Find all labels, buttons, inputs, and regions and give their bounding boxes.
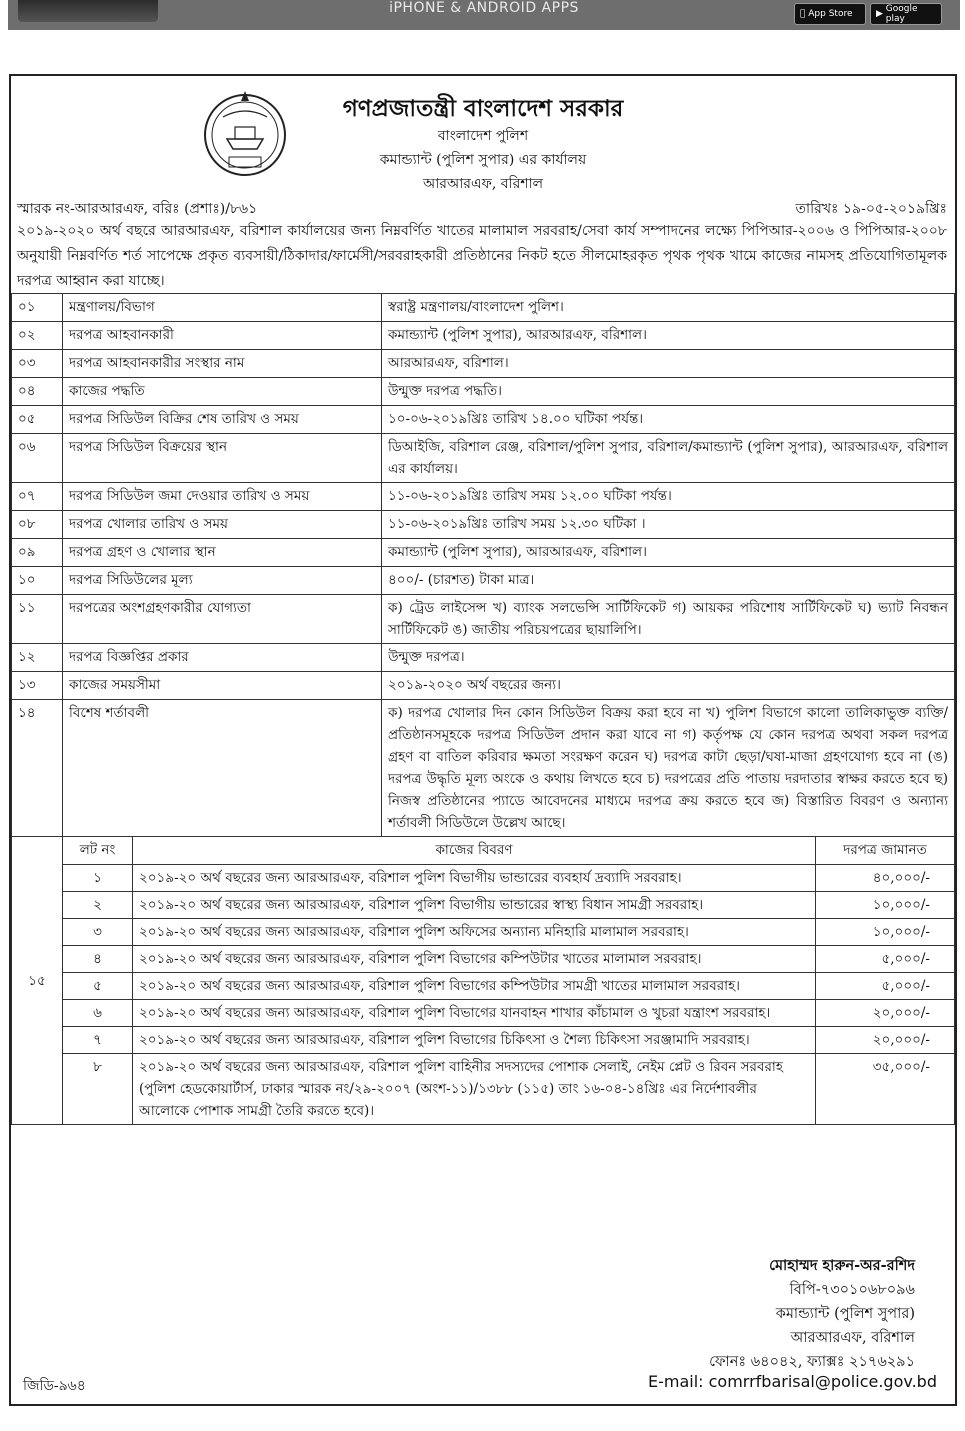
detail-row bbox=[12, 350, 955, 378]
app-store-badge[interactable] bbox=[794, 3, 866, 25]
row-number: ১৩ bbox=[12, 672, 63, 700]
google-play-badge[interactable] bbox=[870, 3, 942, 25]
row-value: ক) দরপত্র খোলার দিন কোন সিডিউল বিক্রয় করা হবে না খ) পুলিশ বিভাগে কালো তালিকাভুক্ত ব্যক্তি/প্রতিষ্ঠানসমূহকে দরপত্র সিডিউল প্রদান করা যাবে না গ) কর্তৃপক্ষ যে কোন দরপত্র অথবা সকল দরপত্র গ্রহণ বা বাতিল করিবার ক্ষমতা সংরক্ষণ করেন ঘ) দরপত্র কাটা ছেড়া/ঘষা-মাজা গ্রহণযোগ্য হবে না (ঙ) দরপত্র উদ্ধৃতি মূল্য অংকে ও কথায় লিখতে হবে চ) দরপত্রের প্রতি পাতায় দরদাতার স্বাক্ষর করতে হবে ছ) নিজস্ব প্রতিষ্ঠানের প্যাডে আবেদনের মাধ্যমে দরপত্র ক্রয় করতে হবে জ) বিস্তারিত বিবরণ ও অন্যান্য শর্তাবলী সিডিউলে উল্লেখ আছে। bbox=[382, 700, 955, 837]
lot-number: ১ bbox=[63, 865, 133, 892]
row-number: ০৭ bbox=[12, 483, 63, 511]
work-description-header: কাজের বিবরণ bbox=[133, 837, 816, 865]
lot-amount: ৫,০০০/- bbox=[816, 946, 955, 973]
row-value: উন্মুক্ত দরপত্র। bbox=[382, 644, 955, 672]
row-label: দরপত্র সিডিউল বিক্রির শেষ তারিখ ও সময় bbox=[63, 406, 382, 434]
detail-row bbox=[12, 406, 955, 434]
apple-icon bbox=[800, 9, 803, 19]
lot-amount: ৫,০০০/- bbox=[816, 973, 955, 1000]
detail-row bbox=[12, 434, 955, 483]
security-amount-header: দরপত্র জামানত bbox=[816, 837, 955, 865]
google-play-label: Google play bbox=[885, 4, 918, 24]
gd-number: জিডি-৯৬৪ bbox=[23, 1378, 86, 1394]
row-value: ৪০০/- (চারশত) টাকা মাত্র। bbox=[382, 567, 955, 595]
lot-description: ২০১৯-২০ অর্থ বছরের জন্য আরআরএফ, বরিশাল পুলিশ বিভাগের যানবাহন শাখার কাঁচামাল ও খুচরা যন্ত্রাংশ সরবরাহ। bbox=[133, 1000, 816, 1027]
row-value: স্বরাষ্ট্র মন্ত্রণালয়/বাংলাদেশ পুলিশ। bbox=[382, 294, 955, 322]
lots-table bbox=[11, 836, 955, 1125]
memo-number: স্মারক নং-আরআরএফ, বরিঃ (প্রশাঃ)/৮৬১ bbox=[17, 201, 258, 217]
detail-row bbox=[12, 378, 955, 406]
lot-number: ৮ bbox=[63, 1054, 133, 1125]
lot-amount: ২০,০০০/- bbox=[816, 1027, 955, 1054]
row-number: ০২ bbox=[12, 322, 63, 350]
lot-row bbox=[12, 1027, 955, 1054]
detail-row bbox=[12, 644, 955, 672]
lot-description: ২০১৯-২০ অর্থ বছরের জন্য আরআরএফ, বরিশাল পুলিশ অফিসের অন্যান্য মনিহারি মালামাল সরবরাহ। bbox=[133, 919, 816, 946]
office-line: কমান্ড্যান্ট (পুলিশ সুপার) এর কার্যালয় bbox=[379, 152, 587, 168]
lot-amount: ৩৫,০০০/- bbox=[816, 1054, 955, 1125]
contact-email[interactable]: E-mail: comrrfbarisal@police.gov.bd bbox=[647, 1372, 937, 1391]
detail-row bbox=[12, 700, 955, 837]
notice-date: তারিখঃ ১৯-০৫-২০১৯খ্রিঃ bbox=[795, 201, 947, 217]
location-line: আরআরএফ, বরিশাল bbox=[422, 176, 544, 192]
signatory-office: আরআরএফ, বরিশাল bbox=[790, 1330, 915, 1346]
row-number: ১০ bbox=[12, 567, 63, 595]
row-label: দরপত্র গ্রহণ ও খোলার স্থান bbox=[63, 539, 382, 567]
lot-description: ২০১৯-২০ অর্থ বছরের জন্য আরআরএফ, বরিশাল পুলিশ বিভাগীয় ভান্ডারের স্বাস্থ্য বিধান সামগ্রী সরবরাহ। bbox=[133, 892, 816, 919]
row-value: ক) ট্রেড লাইসেন্স খ) ব্যাংক সলভেন্সি সার্টিফিকেট গ) আয়কর পরিশোধ সার্টিফিকেট ঘ) ভ্যাট নিবন্ধন সার্টিফিকেট ঙ) জাতীয় পরিচয়পত্রের ছায়ালিপি। bbox=[382, 595, 955, 644]
row-label: দরপত্র খোলার তারিখ ও সময় bbox=[63, 511, 382, 539]
lot-number: ২ bbox=[63, 892, 133, 919]
row-value: ১১-০৬-২০১৯খ্রিঃ তারিখ সময় ১২.০০ ঘটিকা পর্যন্ত। bbox=[382, 483, 955, 511]
detail-row bbox=[12, 672, 955, 700]
row-number: ০১ bbox=[12, 294, 63, 322]
lot-row bbox=[12, 946, 955, 973]
lot-amount: ১০,০০০/- bbox=[816, 892, 955, 919]
row-number-15: ১৫ bbox=[12, 837, 63, 1125]
row-number: ০৮ bbox=[12, 511, 63, 539]
detail-row bbox=[12, 483, 955, 511]
row-label: দরপত্র আহবানকারীর সংস্থার নাম bbox=[63, 350, 382, 378]
lot-row bbox=[12, 1000, 955, 1027]
lot-number: ৬ bbox=[63, 1000, 133, 1027]
tender-notice bbox=[9, 74, 957, 1406]
signatory-bp: বিপি-৭৩০১০৬৮০৯৬ bbox=[789, 1282, 915, 1298]
app-store-label: App Store bbox=[802, 9, 848, 19]
detail-row bbox=[12, 595, 955, 644]
lot-description: ২০১৯-২০ অর্থ বছরের জন্য আরআরএফ, বরিশাল পুলিশ বাহিনীর সদস্যদের পোশাক সেলাই, নেইম প্লেট ও রিবন সরবরাহ (পুলিশ হেডকোয়ার্টার্স, ঢাকার স্মারক নং/২৯-২০০৭ (অংশ-১১)/১৩৮৮ (১১৫) তাং ১৬-০৪-১৪খ্রিঃ এর নির্দেশাবলীর আলোকে পোশাক সামগ্রী তৈরি করতে হবে)। bbox=[133, 1054, 816, 1125]
row-value: আরআরএফ, বরিশাল। bbox=[382, 350, 955, 378]
row-label: দরপত্র সিডিউল বিক্রয়ের স্থান bbox=[63, 434, 382, 483]
lot-number: ৫ bbox=[63, 973, 133, 1000]
row-label: দরপত্র সিডিউলের মূল্য bbox=[63, 567, 382, 595]
detail-row bbox=[12, 322, 955, 350]
row-label: মন্ত্রণালয়/বিভাগ bbox=[63, 294, 382, 322]
apps-text: iPHONE & ANDROID APPS bbox=[389, 0, 579, 16]
row-number: ১২ bbox=[12, 644, 63, 672]
signatory-name: মোহাম্মদ হারুন-অর-রশিদ bbox=[769, 1258, 915, 1274]
lot-row bbox=[12, 892, 955, 919]
row-label: দরপত্রের অংশগ্রহণকারীর যোগ্যতা bbox=[63, 595, 382, 644]
lot-row bbox=[12, 1054, 955, 1125]
row-value: ২০১৯-২০২০ অর্থ বছরের জন্য। bbox=[382, 672, 955, 700]
lot-amount: ৪০,০০০/- bbox=[816, 865, 955, 892]
row-label: দরপত্র আহবানকারী bbox=[63, 322, 382, 350]
lot-row bbox=[12, 865, 955, 892]
play-icon: ▶ bbox=[876, 9, 886, 19]
lot-description: ২০১৯-২০ অর্থ বছরের জন্য আরআরএফ, বরিশাল পুলিশ বিভাগের কম্পিউটার খাতের মালামাল সরবরাহ। bbox=[133, 946, 816, 973]
row-value: ডিআইজি, বরিশাল রেঞ্জ, বরিশাল/পুলিশ সুপার, বরিশাল/কমান্ড্যান্ট (পুলিশ সুপার), আরআরএফ, বরিশাল এর কার্যালয়। bbox=[382, 434, 955, 483]
lot-number: ৭ bbox=[63, 1027, 133, 1054]
row-number: ০৩ bbox=[12, 350, 63, 378]
row-number: ১১ bbox=[12, 595, 63, 644]
row-value: ১০-০৬-২০১৯খ্রিঃ তারিখ ১৪.০০ ঘটিকা পর্যন্ত। bbox=[382, 406, 955, 434]
lot-row bbox=[12, 919, 955, 946]
signature-block bbox=[709, 1254, 915, 1374]
lot-no-header: লট নং bbox=[63, 837, 133, 865]
lot-description: ২০১৯-২০ অর্থ বছরের জন্য আরআরএফ, বরিশাল পুলিশ বিভাগের কম্পিউটার সামগ্রী খাতের মালামাল সরবরাহ। bbox=[133, 973, 816, 1000]
row-label: দরপত্র সিডিউল জমা দেওয়ার তারিখ ও সময় bbox=[63, 483, 382, 511]
lot-description: ২০১৯-২০ অর্থ বছরের জন্য আরআরএফ, বরিশাল পুলিশ বিভাগীয় ভান্ডারের ব্যবহার্য দ্রব্যাদি সরবরাহ। bbox=[133, 865, 816, 892]
row-label: বিশেষ শর্তাবলী bbox=[63, 700, 382, 837]
signatory-designation: কমান্ড্যান্ট (পুলিশ সুপার) bbox=[775, 1306, 915, 1322]
lot-row bbox=[12, 973, 955, 1000]
row-number: ১৪ bbox=[12, 700, 63, 837]
lot-amount: ১০,০০০/- bbox=[816, 919, 955, 946]
app-banner bbox=[8, 0, 960, 30]
detail-row bbox=[12, 511, 955, 539]
tender-details-table bbox=[11, 293, 955, 837]
detail-row bbox=[12, 567, 955, 595]
row-value: কমান্ড্যান্ট (পুলিশ সুপার), আরআরএফ, বরিশাল। bbox=[382, 322, 955, 350]
row-label: কাজের সময়সীমা bbox=[63, 672, 382, 700]
contact-phone: ফোনঃ ৬৪০৪২, ফ্যাক্সঃ ২১৭৬২৯১ bbox=[709, 1354, 915, 1370]
lot-number: ৪ bbox=[63, 946, 133, 973]
lots-header-row bbox=[12, 837, 955, 865]
detail-row bbox=[12, 294, 955, 322]
row-label: কাজের পদ্ধতি bbox=[63, 378, 382, 406]
government-title: গণপ্রজাতন্ত্রী বাংলাদেশ সরকার bbox=[342, 96, 624, 122]
row-number: ০৪ bbox=[12, 378, 63, 406]
intro-paragraph: ২০১৯-২০২০ অর্থ বছরে আরআরএফ, বরিশাল কার্যালয়ের জন্য নিম্নবর্ণিত খাতের মালামাল সরবরাহ/সেবা কার্য সম্পাদনের লক্ষ্যে পিপিআর-২০০৬ ও পিপিআর-২০০৮ অনুযায়ী নিম্নবর্ণিত শর্ত সাপেক্ষে প্রকৃত ব্যবসায়ী/ঠিকাদার/ফার্মেসী/সরবরাহকারী প্রতিষ্ঠানের নিকট হতে সীলমোহরকৃত পৃথক পৃথক খামে কাজের নামসহ প্রতিযোগিতামূলক দরপত্র আহ্বান করা যাচ্ছে। bbox=[17, 223, 947, 289]
row-number: ০৫ bbox=[12, 406, 63, 434]
row-value: কমান্ড্যান্ট (পুলিশ সুপার), আরআরএফ, বরিশাল। bbox=[382, 539, 955, 567]
row-label: দরপত্র বিজ্ঞপ্তির প্রকার bbox=[63, 644, 382, 672]
row-value: ১১-০৬-২০১৯খ্রিঃ তারিখ সময় ১২.৩০ ঘটিকা । bbox=[382, 511, 955, 539]
lot-description: ২০১৯-২০ অর্থ বছরের জন্য আরআরএফ, বরিশাল পুলিশ বিভাগের চিকিৎসা ও শৈল্য চিকিৎসা সরঞ্জামাদি সরবরাহ। bbox=[133, 1027, 816, 1054]
row-value: উন্মুক্ত দরপত্র পদ্ধতি। bbox=[382, 378, 955, 406]
row-number: ০৯ bbox=[12, 539, 63, 567]
lot-number: ৩ bbox=[63, 919, 133, 946]
row-number: ০৬ bbox=[12, 434, 63, 483]
lot-amount: ২০,০০০/- bbox=[816, 1000, 955, 1027]
detail-row bbox=[12, 539, 955, 567]
department-line: বাংলাদেশ পুলিশ bbox=[437, 128, 529, 144]
